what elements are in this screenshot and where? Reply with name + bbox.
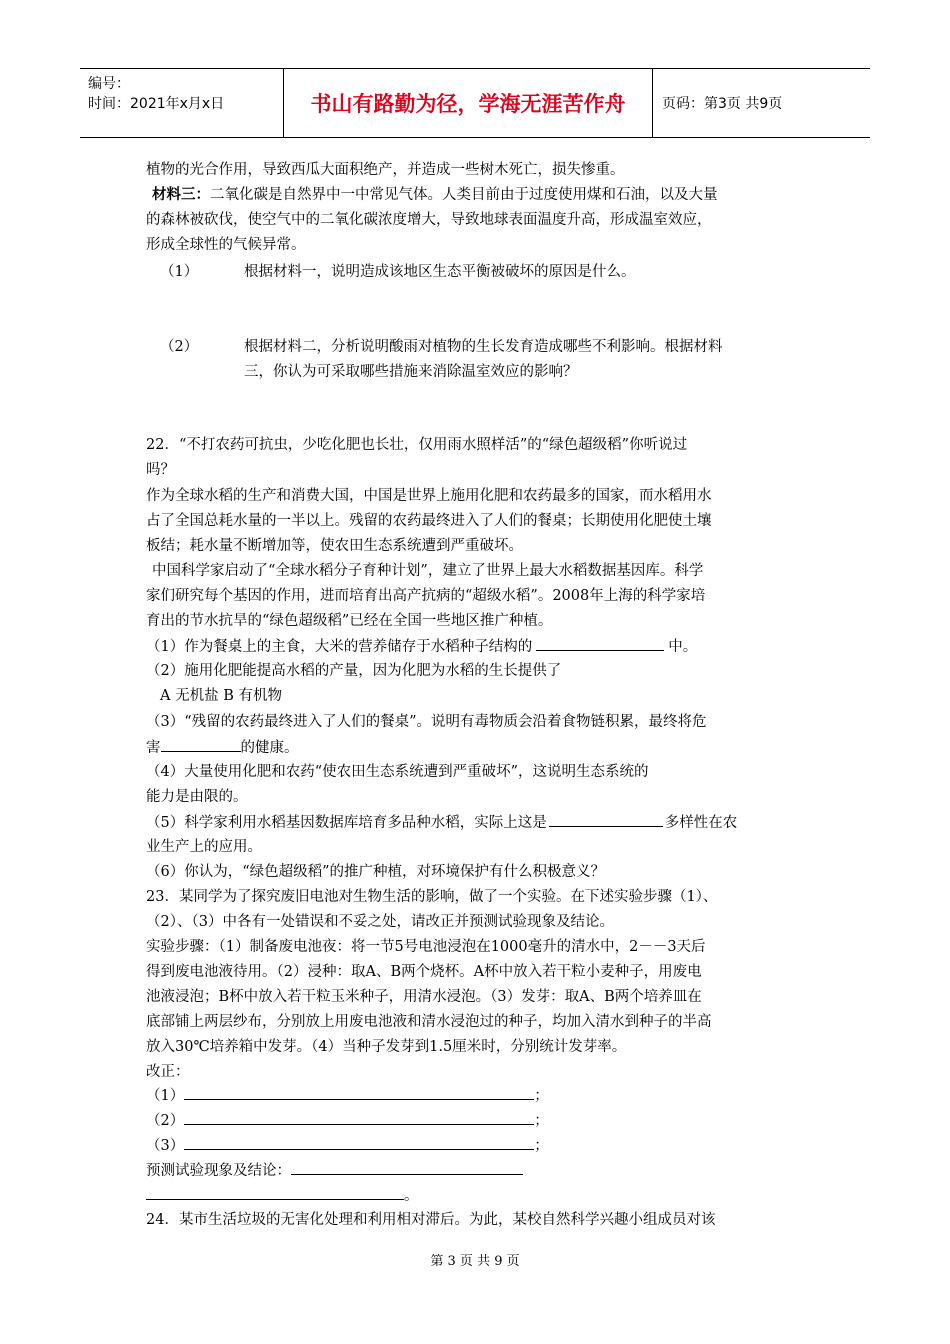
q23-fix2 [146, 1110, 549, 1131]
q22-sub5-tail: 多样性在农 [664, 815, 738, 831]
answer-blank[interactable] [146, 1185, 404, 1200]
q22-para2-l1: 中国科学家启动了“全球水稻分子育种计划”，建立了世界上最大水稻数据基因库。科学 [152, 563, 704, 579]
q23-fix3 [146, 1135, 549, 1156]
material3-label: 材料三： [152, 186, 210, 203]
q22-sub6: （6）你认为，“绿色超级稻”的推广种植，对环境保护有什么积极意义？ [146, 864, 606, 880]
q22-sub1-text: （1）作为餐桌上的主食，大米的营养储存于水稻种子结构的 [146, 639, 533, 655]
q23-l6: 底部铺上两层纱布，分别放上用废电池液和清水浸泡过的种子，均加入清水到种子的半高 [146, 1014, 712, 1030]
q22-sub2: （2）施用化肥能提高水稻的产量，因为化肥为水稻的生长提供了 [146, 663, 562, 679]
material3-line3: 形成全球性的气候异常。 [146, 237, 306, 253]
q21-p1-num: （1） [160, 264, 199, 280]
answer-blank[interactable] [184, 1085, 534, 1100]
fix3-num: （3） [146, 1138, 185, 1154]
answer-blank[interactable] [291, 1160, 523, 1175]
q22-intro1: 22．“不打农药可抗虫，少吃化肥也长壮，仅用雨水照样活”的“绿色超级稻”你听说过 [146, 437, 688, 453]
q21-p2-line2: 三，你认为可采取哪些措施来消除温室效应的影响？ [244, 364, 578, 380]
q22-sub5-text: （5）科学家利用水稻基因数据库培育多品种水稻，实际上这是 [146, 815, 547, 831]
q22-sub3-text: 害 [146, 740, 161, 756]
q23-l5: 池液浸泡；B杯中放入若干粒玉米种子，用清水浸泡。（3）发芽：取A、B两个培养皿在 [146, 989, 702, 1005]
fix1-num: （1） [146, 1088, 185, 1104]
q22-sub5-l2: 业生产上的应用。 [146, 839, 262, 855]
material3-line1 [152, 185, 718, 205]
q22-sub1 [146, 636, 697, 657]
predict-label: 预测试验现象及结论： [146, 1163, 291, 1179]
answer-blank[interactable] [549, 812, 663, 827]
page-number-cell [662, 69, 782, 137]
q22-sub5 [146, 812, 737, 833]
number-label: 编号： [88, 76, 130, 92]
q21-p2-line1: 根据材料二，分析说明酸雨对植物的生长发育造成哪些不利影响。根据材料 [244, 339, 723, 355]
semicolon: ； [534, 1088, 549, 1104]
q23-fix1 [146, 1085, 549, 1106]
semicolon: ； [534, 1138, 549, 1154]
material3-text: 二氧化碳是自然界中一中常见气体。人类目前由于过度使用煤和石油，以及大量 [210, 187, 718, 203]
q22-para1-l3: 板结；耗水量不断增加等，使农田生态系统遭到严重破坏。 [146, 538, 523, 554]
page-footer: 第 3 页 共 9 页 [430, 1254, 520, 1269]
page-label: 页码：第3页 共9页 [662, 96, 783, 112]
answer-blank[interactable] [161, 737, 241, 752]
q22-para2-l3: 育出的节水抗旱的“绿色超级稻”已经在全国一些地区推广种植。 [146, 613, 553, 629]
period: 。 [404, 1188, 419, 1204]
q23-l4: 得到废电池液待用。（2）浸种：取A、B两个烧杯。A杯中放入若干粒小麦种子，用废电 [146, 964, 702, 980]
q22-para1-l1: 作为全球水稻的生产和消费大国，中国是世界上施用化肥和农药最多的国家，而水稻用水 [146, 488, 712, 504]
q24-l1: 24．某市生活垃圾的无害化处理和利用相对滞后。为此，某校自然科学兴趣小组成员对该 [146, 1212, 716, 1228]
q22-sub1-tail: 中。 [668, 639, 698, 655]
q22-sub4-l2: 能力是由限的。 [146, 789, 248, 805]
q22-sub4-l1: （4）大量使用化肥和农药“使农田生态系统遭到严重破坏”，这说明生态系统的 [146, 764, 649, 780]
material2-tail: 植物的光合作用，导致西瓜大面积绝产，并造成一些树木死亡，损失惨重。 [146, 162, 625, 178]
q22-sub3-tail: 的健康。 [240, 740, 299, 756]
q23-predict-l2 [146, 1185, 419, 1206]
header-info-cell [80, 69, 284, 137]
fix2-num: （2） [146, 1113, 185, 1129]
header-motto-cell [284, 69, 653, 137]
motto: 书山有路勤为径，学海无涯苦作舟 [310, 92, 626, 116]
answer-blank[interactable] [536, 636, 664, 651]
material3-line2: 的森林被砍伐，使空气中的二氧化碳浓度增大，导致地球表面温度升高，形成温室效应， [146, 212, 712, 228]
answer-blank[interactable] [184, 1110, 534, 1125]
q23-l3: 实验步骤：（1）制备废电池夜：将一节5号电池浸泡在1000毫升的清水中，2－－3天后 [146, 939, 706, 955]
time-label: 时间：2021年x月x日 [88, 96, 225, 112]
q21-p2-num: （2） [160, 339, 199, 355]
q22-intro2: 吗？ [146, 462, 175, 478]
q22-para2-l2: 家们研究每个基因的作用，进而培育出高产抗病的“超级水稻”。2008年上海的科学家培 [146, 588, 706, 604]
q22-sub2-options: A 无机盐 B 有机物 [160, 688, 282, 704]
q22-para1-l2: 占了全国总耗水量的一半以上。残留的农药最终进入了人们的餐桌；长期使用化肥使土壤 [146, 513, 712, 529]
q23-predict [146, 1160, 523, 1181]
q23-l1: 23．某同学为了探究废旧电池对生物生活的影响，做了一个实验。在下述实验步骤（1）、 [146, 889, 718, 905]
page-header [80, 68, 870, 138]
q22-sub3-l1: （3）“残留的农药最终进入了人们的餐桌”。说明有毒物质会沿着食物链积累，最终将危 [146, 714, 707, 730]
answer-blank[interactable] [184, 1135, 534, 1150]
q23-l2: （2）、（3）中各有一处错误和不妥之处，请改正并预测试验现象及结论。 [146, 914, 614, 930]
q21-p1-text: 根据材料一，说明造成该地区生态平衡被破坏的原因是什么。 [244, 264, 636, 280]
semicolon: ； [534, 1113, 549, 1129]
q23-l7: 放入30℃培养箱中发芽。（4）当种子发芽到1.5厘米时，分别统计发芽率。 [146, 1039, 627, 1055]
q22-sub3-l2 [146, 737, 299, 758]
q23-fix-label: 改正： [146, 1064, 190, 1080]
